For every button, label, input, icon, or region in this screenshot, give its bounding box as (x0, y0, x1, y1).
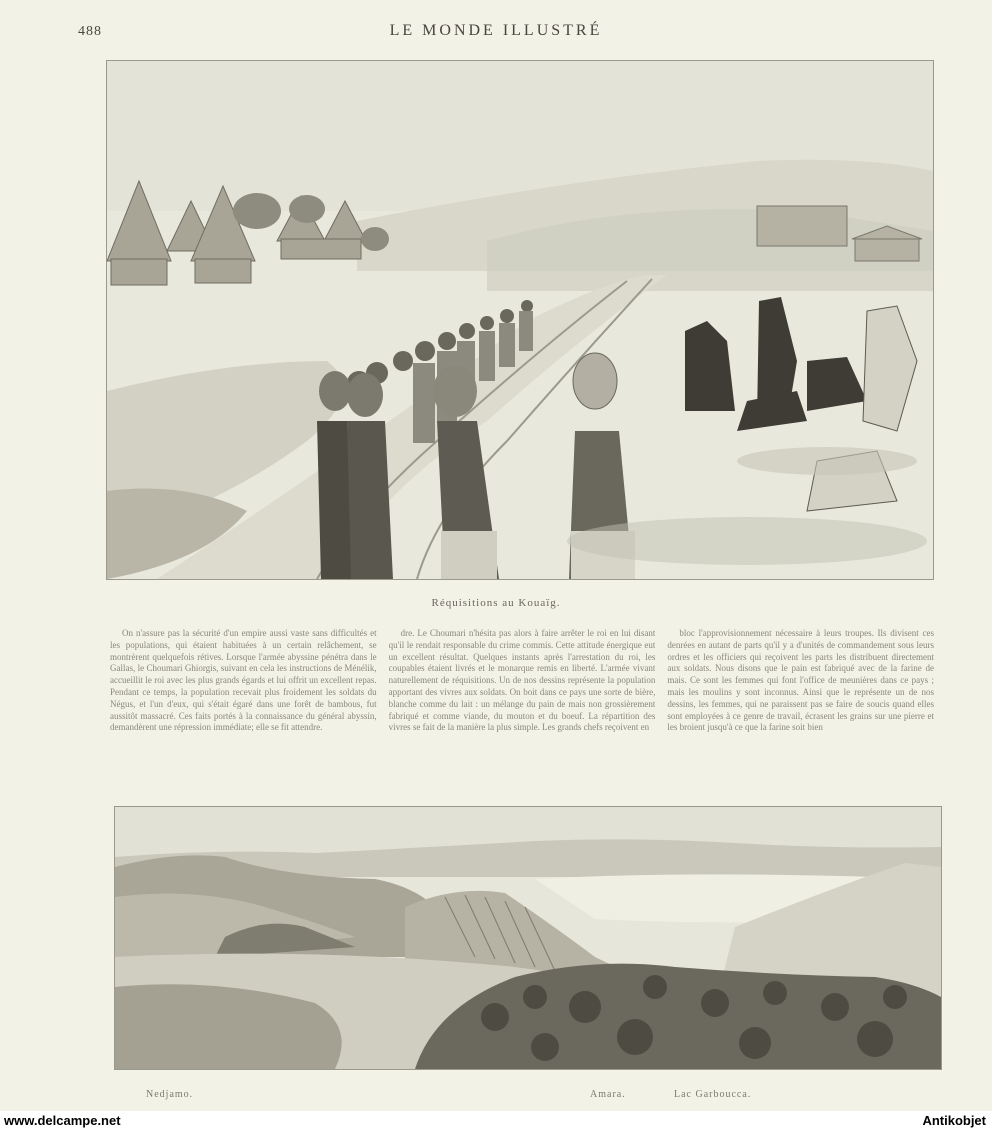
page-number: 488 (78, 24, 102, 39)
article-paragraph: On n'assure pas la sécurité d'un empire aussi vaste sans difficultés et les populations, qui étaient habituées à un certain relâchement, se montrèrent quelquefois rétives. Lorsque l'armée abyssine pénétra dans le Gallas, le Choumari Ghiorgis, suivant en cela les instructions de Ménélik, accueillit le roi avec les plus grands égards et lui offrit un excellent repas. Pendant ce temps, la population recevait plus froidement les soldats du Négus, et l'un d'eux, qui s'était égaré dans une forêt de bambous, fut aussitôt massacré. Ces faits portés à la connaissance du général abyssin, demandèrent une répression immédiate; elle se fit attendre. (110, 628, 377, 733)
location-label: Nedjamo. (146, 1089, 194, 1100)
watermark-right: Antikobjet (922, 1113, 986, 1128)
watermark-bar (0, 1111, 992, 1131)
article-column-3 (667, 628, 934, 788)
article-paragraph: bloc l'approvisionnement nécessaire à leurs troupes. Ils divisent ces denrées en autant de parts qu'il y a d'unités de commandement sous leurs ordres et les officiers qui reçoivent les parts les distribuent directement aux soldats. Nous disons que le pain est fabriqué avec de la farine de mais. Ce sont les femmes qui font l'office de meunières dans ce pays ; mais les moulins y sont inconnus. Ainsi que le représente un de nos dessins, les femmes, qui ne paraissent pas se faire de soucis quand elles sont employées à ce genre de travail, écrasent les grains sur une pierre et les broient jusqu'à ce que la farine soit bien (667, 628, 935, 733)
engraving-requisitions (106, 60, 934, 580)
article-column-2 (389, 628, 656, 788)
article-columns (110, 628, 934, 788)
watermark-left: www.delcampe.net (4, 1113, 121, 1128)
location-label: Amara. (590, 1089, 626, 1100)
article-paragraph: dre. Le Choumari n'hésita pas alors à faire arrêter le roi en lui disant qu'il le rendait responsable du crime commis. Cette attitude énergique eut un excellent résultat. Quelques instants après l'arrestation du roi, les coupables étaient livrés et le monarque remis en liberté. L'armée vivant naturellement de réquisitions. Un de nos dessins représente la population apportant des vivres aux soldats. On boit dans ce pays une sorte de bière, blanche comme du lait : un mélange du pain de mais non grossièrement fabriqué et comme viande, du mouton et du boeuf. La répartition des vivres se fait de la manière la plus simple. Les grands chefs reçoivent en (388, 628, 656, 733)
engraving-landscape-drawing (115, 807, 941, 1069)
location-label: Lac Garboucca. (674, 1089, 752, 1100)
engraving-requisitions-drawing (107, 61, 933, 579)
engraving-lake-landscape (114, 806, 942, 1070)
journal-title: LE MONDE ILLUSTRÉ (389, 22, 603, 39)
article-column-1 (110, 628, 377, 788)
top-illustration-caption: Réquisitions au Kouaïg. (431, 597, 561, 609)
